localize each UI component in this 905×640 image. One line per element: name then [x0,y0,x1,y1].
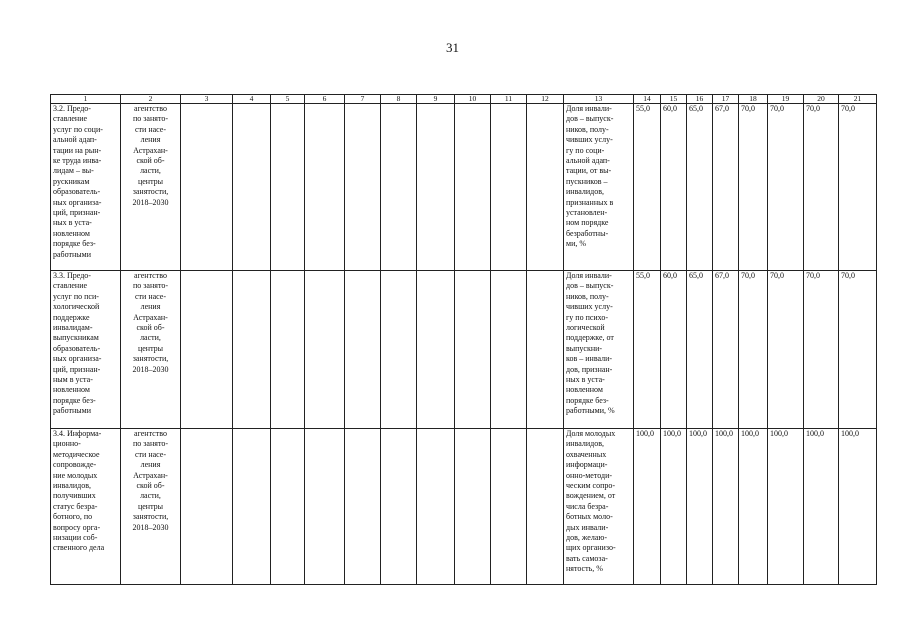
value-cell: 100,0 [768,429,804,585]
empty-cell [271,271,305,429]
event-cell: 3.2. Предо- ставление услуг по соци- альной адап- тации на рын- ке труда инва- лидам – вы- pускникам образователь- ных организа- ций, признан- ных в уста- новленном порядке без- работными [51,104,121,271]
empty-cell [417,271,455,429]
column-header: 1 [51,95,121,104]
value-cell: 70,0 [804,104,839,271]
empty-cell [527,271,564,429]
column-header: 15 [661,95,687,104]
value-cell: 100,0 [713,429,739,585]
empty-cell [305,429,345,585]
executor-cell: агентство по занято- сти насе- ления Астрахан- ской об- ласти, центры занятости, 2018–2030 [121,271,181,429]
empty-cell [381,429,417,585]
column-header: 11 [491,95,527,104]
value-cell: 67,0 [713,271,739,429]
event-cell: 3.4. Информа- ционно- методическое сопровожде- ние молодых инвалидов, получивших статус безра- ботного, по вопросу орга- низации соб- ственного дела [51,429,121,585]
empty-cell [305,271,345,429]
value-cell: 70,0 [739,271,768,429]
indicator-cell: Доля инвали- дов – выпуск- ников, полу- чивших услу- гу по психо- логической поддержке, от выпускни- ков – инвали- дов, признан- ных в уста- новленном порядке без- работными, % [564,271,634,429]
page-number: 31 [446,40,459,55]
empty-cell [381,271,417,429]
value-cell: 70,0 [768,271,804,429]
header-row [51,95,877,104]
empty-cell [417,104,455,271]
empty-cell [271,429,305,585]
column-header: 4 [233,95,271,104]
column-header: 10 [455,95,491,104]
column-header: 19 [768,95,804,104]
empty-cell [527,429,564,585]
column-header: 21 [839,95,877,104]
value-cell: 70,0 [768,104,804,271]
value-cell: 100,0 [804,429,839,585]
column-header: 7 [345,95,381,104]
value-cell: 100,0 [739,429,768,585]
indicator-cell: Доля инвали- дов – выпуск- ников, полу- чивших услу- гу по соци- альной адап- тации, от вы- пускников – инвалидов, признанных в установлен- ном порядке безработны- ми, % [564,104,634,271]
value-cell: 100,0 [839,429,877,585]
empty-cell [345,429,381,585]
value-cell: 100,0 [661,429,687,585]
empty-cell [455,104,491,271]
column-header: 16 [687,95,713,104]
empty-cell [455,271,491,429]
column-header: 9 [417,95,455,104]
column-header: 2 [121,95,181,104]
empty-cell [305,104,345,271]
executor-cell: агентство по занято- сти насе- ления Астрахан- ской об- ласти, центры занятости, 2018–2030 [121,429,181,585]
column-header: 12 [527,95,564,104]
empty-cell [233,429,271,585]
empty-cell [181,271,233,429]
value-cell: 65,0 [687,104,713,271]
empty-cell [491,271,527,429]
value-cell: 60,0 [661,271,687,429]
table-row [51,104,877,271]
column-header: 20 [804,95,839,104]
empty-cell [381,104,417,271]
empty-cell [233,104,271,271]
value-cell: 55,0 [634,104,661,271]
empty-cell [181,429,233,585]
event-cell: 3.3. Предо- ставление услуг по пси- хологической поддержке инвалидам- выпускникам образователь- ных организа- ций, признан- ным в уста- новленном порядке без- работными [51,271,121,429]
table-row [51,271,877,429]
indicator-cell: Доля молодых инвалидов, охваченных информаци- онно-методи- ческим сопро- вождением, от числа безра- ботных моло- дых инвали- дов, желаю- щих организо- вать самоза- нятость, % [564,429,634,585]
value-cell: 67,0 [713,104,739,271]
empty-cell [417,429,455,585]
value-cell: 70,0 [739,104,768,271]
executor-cell: агентство по занято- сти насе- ления Астрахан- ской об- ласти, центры занятости, 2018–2030 [121,104,181,271]
empty-cell [455,429,491,585]
value-cell: 70,0 [839,104,877,271]
column-header: 3 [181,95,233,104]
column-header: 18 [739,95,768,104]
column-header: 8 [381,95,417,104]
empty-cell [181,104,233,271]
value-cell: 100,0 [634,429,661,585]
indicator-table [50,94,877,585]
column-header: 17 [713,95,739,104]
empty-cell [527,104,564,271]
value-cell: 70,0 [839,271,877,429]
value-cell: 60,0 [661,104,687,271]
empty-cell [491,104,527,271]
empty-cell [345,271,381,429]
value-cell: 65,0 [687,271,713,429]
column-header: 14 [634,95,661,104]
column-header: 5 [271,95,305,104]
value-cell: 100,0 [687,429,713,585]
table-row [51,429,877,585]
empty-cell [271,104,305,271]
empty-cell [345,104,381,271]
value-cell: 55,0 [634,271,661,429]
empty-cell [491,429,527,585]
column-header: 6 [305,95,345,104]
value-cell: 70,0 [804,271,839,429]
empty-cell [233,271,271,429]
column-header: 13 [564,95,634,104]
